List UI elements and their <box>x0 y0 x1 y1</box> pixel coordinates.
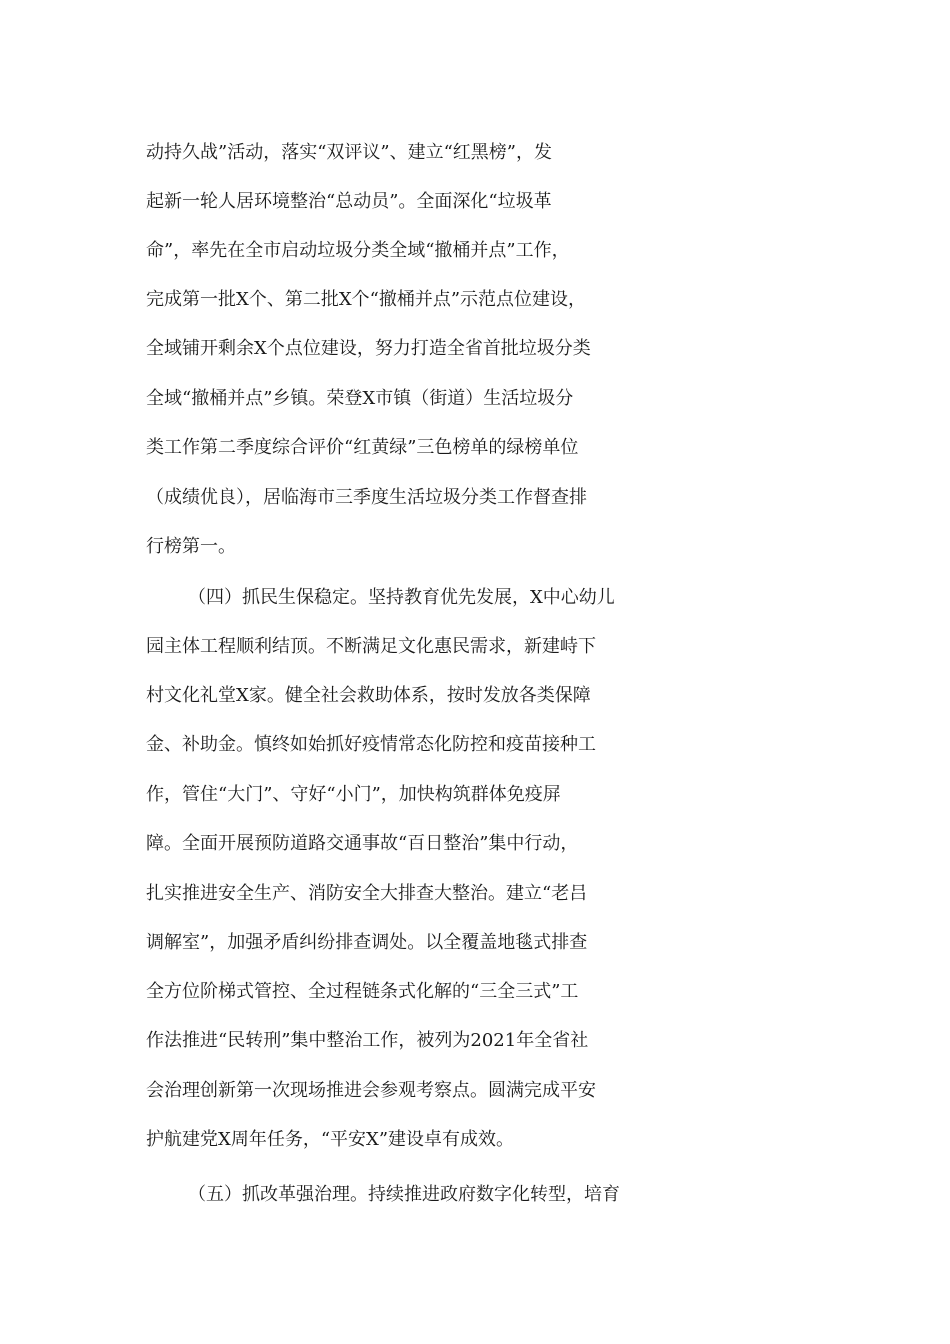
text-line: 护航建党X周年任务，“平安X”建设卓有成效。 <box>146 1129 515 1150</box>
text-line: 全域“撤桶并点”乡镇。荣登X市镇（街道）生活垃圾分 <box>146 388 574 409</box>
text-line: 障。全面开展预防道路交通事故“百日整治”集中行动， <box>146 833 579 854</box>
paragraph-heading-4: （四）抓民生保稳定。坚持教育优先发展，X中心幼儿 <box>188 587 615 608</box>
text-line: 作，管住“大门”、守好“小门”，加快构筑群体免疫屏 <box>146 784 561 805</box>
paragraph-heading-5: （五）抓改革强治理。持续推进政府数字化转型，培育 <box>188 1184 620 1205</box>
text-line: 调解室”，加强矛盾纠纷排查调处。以全覆盖地毯式排查 <box>146 932 588 953</box>
text-line: 动持久战”活动，落实“双评议”、建立“红黑榜”，发 <box>146 142 553 163</box>
text-line: （成绩优良），居临海市三季度生活垃圾分类工作督查排 <box>146 487 587 508</box>
text-line: 扎实推进安全生产、消防安全大排查大整治。建立“老吕 <box>146 883 588 904</box>
text-line: 全方位阶梯式管控、全过程链条式化解的“三全三式”工 <box>146 981 579 1002</box>
text-line: 全域铺开剩余X个点位建设，努力打造全省首批垃圾分类 <box>146 338 591 359</box>
text-line: 作法推进“民转刑”集中整治工作，被列为2021年全省社 <box>146 1030 589 1051</box>
text-line: 类工作第二季度综合评价“红黄绿”三色榜单的绿榜单位 <box>146 437 579 458</box>
text-line: 会治理创新第一次现场推进会参观考察点。圆满完成平安 <box>146 1080 596 1101</box>
text-line: 园主体工程顺利结顶。不断满足文化惠民需求，新建峙下 <box>146 636 596 657</box>
text-line: 起新一轮人居环境整治“总动员”。全面深化“垃圾革 <box>146 191 552 212</box>
text-line: 金、补助金。慎终如始抓好疫情常态化防控和疫苗接种工 <box>146 734 596 755</box>
text-line: 完成第一批X个、第二批X个“撤桶并点”示范点位建设， <box>146 289 587 310</box>
text-line: 行榜第一。 <box>146 536 236 557</box>
text-line: 命”，率先在全市启动垃圾分类全域“撤桶并点”工作， <box>146 240 570 261</box>
text-line: 村文化礼堂X家。健全社会救助体系，按时发放各类保障 <box>146 685 591 706</box>
